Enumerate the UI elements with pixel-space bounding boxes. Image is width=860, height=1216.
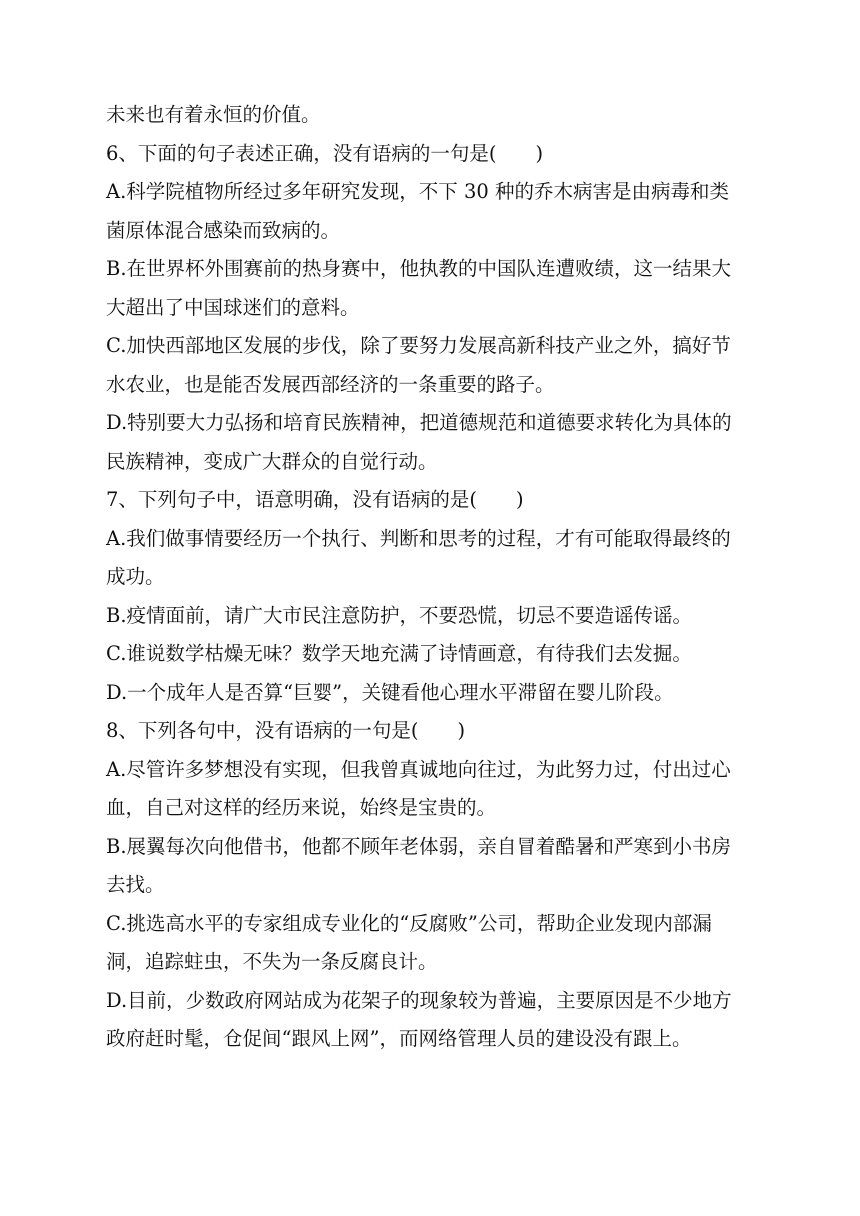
option-8a-line-1: A.尽管许多梦想没有实现，但我曾真诚地向往过，为此努力过，付出过心 (106, 757, 731, 781)
option-6d-line-1: D.特别要大力弘扬和培育民族精神，把道德规范和道德要求转化为具体的 (106, 411, 732, 434)
option-7c: C.谁说数学枯燥无味？数学天地充满了诗情画意，有待我们去发掘。 (106, 642, 692, 665)
option-8d-line-2: 政府赶时髦，仓促间“跟风上网”，而网络管理人员的建设没有跟上。 (106, 1027, 692, 1050)
option-7d: D.一个成年人是否算“巨婴”，关键看他心理水平滞留在婴儿阶段。 (106, 680, 674, 704)
option-6a-line-2: 菌原体混合感染而致病的。 (106, 218, 341, 242)
option-8a-line-2: 血，自己对这样的经历来说，始终是宝贵的。 (106, 796, 497, 819)
option-6a-line-1: A.科学院植物所经过多年研究发现，不下 30 种的乔木病害是由病毒和类 (106, 180, 729, 203)
option-7a-line-1: A.我们做事情要经历一个执行、判断和思考的过程，才有可能取得最终的 (106, 526, 731, 550)
option-6b-line-1: B.在世界杯外围赛前的热身赛中，他执教的中国队连遭败绩，这一结果大 (106, 257, 732, 280)
option-6b-line-2: 大超出了中国球迷们的意料。 (106, 295, 360, 319)
option-8b-line-2: 去找。 (106, 873, 165, 896)
document-body (106, 96, 756, 1059)
question-7-title: 7、下列句子中，语意明确，没有语病的是( ) (106, 488, 524, 511)
option-7a-line-2: 成功。 (106, 565, 165, 588)
question-8-title: 8、下列各句中，没有语病的一句是( ) (106, 719, 466, 742)
option-6d-line-2: 民族精神，变成广大群众的自觉行动。 (106, 449, 438, 473)
question-6-title: 6、下面的句子表述正确，没有语病的一句是( ) (106, 141, 544, 165)
option-6c-line-2: 水农业，也是能否发展西部经济的一条重要的路子。 (106, 372, 555, 396)
option-8c-line-2: 洞，追踪蛀虫，不失为一条反腐良计。 (106, 950, 438, 973)
text-line: 未来也有着永恒的价值。 (106, 103, 321, 126)
option-6c-line-1: C.加快西部地区发展的步伐，除了要努力发展高新科技产业之外，搞好节 (106, 334, 731, 357)
option-8b-line-1: B.展翼每次向他借书，他都不顾年老体弱，亲自冒着酷暑和严寒到小书房 (106, 834, 732, 858)
option-8d-line-1: D.目前，少数政府网站成为花架子的现象较为普遍，主要原因是不少地方 (106, 988, 732, 1012)
option-8c-line-1: C.挑选高水平的专家组成专业化的“反腐败”公司，帮助企业发现内部漏 (106, 911, 712, 935)
option-7b: B.疫情面前，请广大市民注意防护，不要恐慌，切忌不要造谣传谣。 (106, 603, 693, 627)
